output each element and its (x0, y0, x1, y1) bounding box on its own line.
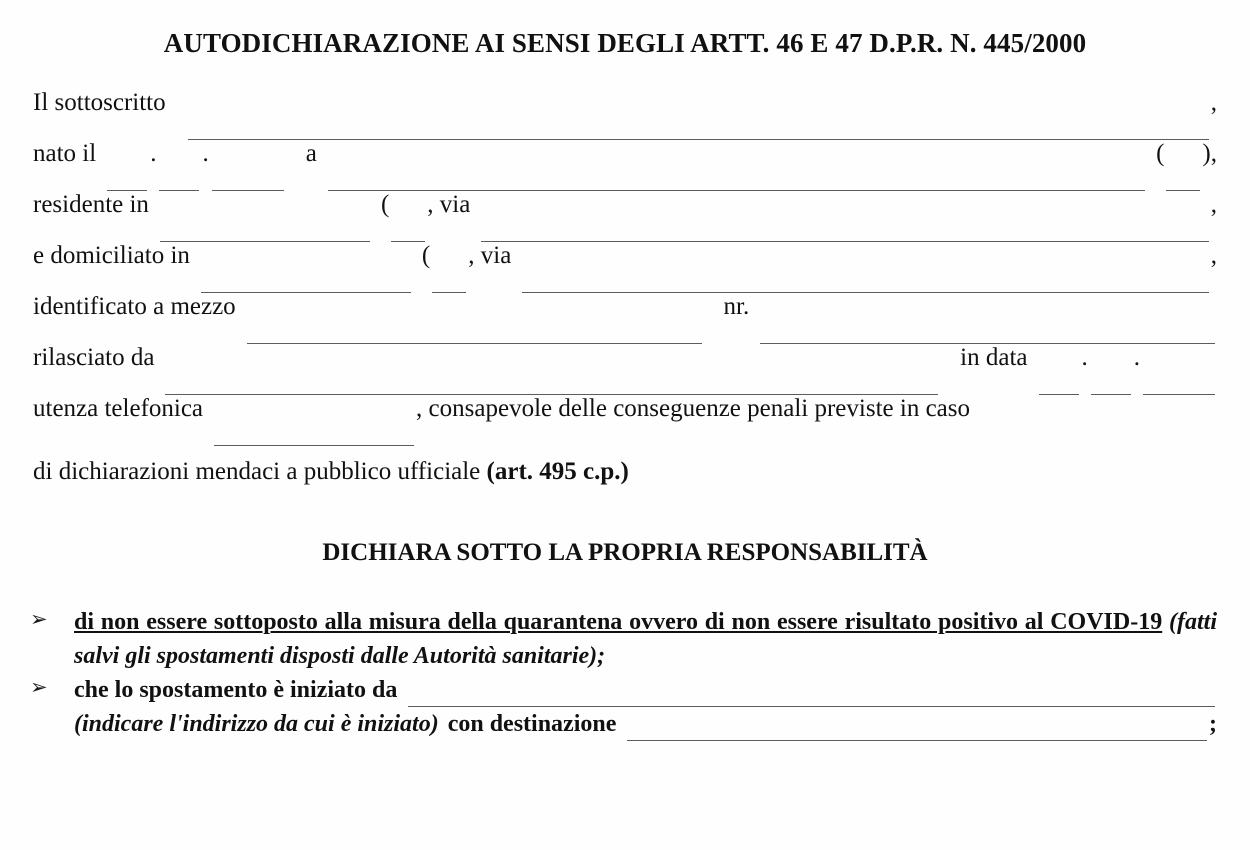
input-movement-destination[interactable] (627, 715, 1207, 741)
input-issue-month[interactable] (1091, 368, 1131, 395)
declaration-list (0, 605, 1250, 741)
punctuation-comma: , (1210, 191, 1217, 218)
field-row-telefono (33, 395, 1217, 446)
paren-open: ( (1156, 140, 1165, 167)
input-domicile-city[interactable] (201, 266, 411, 293)
arrow-bullet-icon: ➢ (30, 607, 48, 631)
input-birth-month[interactable] (159, 164, 199, 191)
punctuation-comma: , (1210, 242, 1217, 269)
field-row-domiciliato (33, 242, 1217, 293)
label-residente-in: residente in (33, 191, 149, 218)
date-separator-2: . (1133, 344, 1140, 371)
field-row-identificato (33, 293, 1217, 344)
movement-destination-row (74, 707, 1217, 741)
label-identificato-a-mezzo: identificato a mezzo (33, 293, 236, 320)
input-issue-day[interactable] (1039, 368, 1079, 395)
label-nr: nr. (723, 293, 750, 320)
input-phone-number[interactable] (214, 419, 414, 446)
label-domiciliato-in: e domiciliato in (33, 242, 190, 269)
page-title: AUTODICHIARAZIONE AI SENSI DEGLI ARTT. 46 E 47 D.P.R. N. 445/2000 (163, 28, 1087, 58)
input-issue-year[interactable] (1143, 368, 1215, 395)
field-row-sottoscritto (33, 89, 1217, 140)
section-heading-dichiara: DICHIARA SOTTO LA PROPRIA RESPONSABILITÀ (322, 539, 928, 566)
movement-origin-row (74, 673, 1217, 707)
date-separator-1: . (150, 140, 157, 167)
label-a: a (305, 140, 317, 167)
input-id-document-type[interactable] (247, 317, 702, 344)
input-birth-province[interactable] (1166, 164, 1200, 191)
punctuation-semicolon: ; (1209, 711, 1217, 738)
paren-open: ( (380, 191, 390, 218)
label-nato-il: nato il (33, 140, 97, 167)
input-birth-year[interactable] (212, 164, 284, 191)
arrow-bullet-icon: ➢ (30, 675, 48, 700)
label-rilasciato-da: rilasciato da (33, 344, 155, 371)
input-id-document-number[interactable] (760, 317, 1215, 344)
input-residence-province[interactable] (391, 215, 425, 242)
declarant-details-form (0, 89, 1250, 446)
field-row-nato (33, 140, 1217, 191)
penalty-notice-line (0, 446, 1250, 497)
paren-open: ( (421, 242, 431, 269)
input-issued-by[interactable] (165, 368, 938, 395)
punctuation-comma: , (1210, 140, 1217, 167)
input-residence-street[interactable] (481, 215, 1208, 242)
label-spostamento-iniziato-da: che lo spostamento è iniziato da (74, 677, 398, 704)
penalty-article-reference: (art. 495 c.p.) (486, 458, 629, 485)
input-birth-place[interactable] (328, 164, 1145, 191)
text-consapevole: , consapevole delle conseguenze penali previste in caso (416, 395, 970, 422)
input-domicile-province[interactable] (432, 266, 466, 293)
declaration-item-quarantine (30, 605, 1217, 673)
declaration-underlined-text: di non essere sottoposto alla misura della quarantena ovvero di non essere risultato positivo al COVID-19 (74, 609, 1163, 635)
declaration-text-quarantine (74, 605, 1217, 673)
paren-close-via: , via (468, 242, 512, 269)
declaration-item-body (74, 605, 1217, 673)
declaration-item-body (74, 673, 1217, 741)
field-row-residente (33, 191, 1217, 242)
input-birth-day[interactable] (107, 164, 147, 191)
input-residence-city[interactable] (160, 215, 370, 242)
label-utenza-telefonica: utenza telefonica (33, 395, 204, 422)
input-movement-origin[interactable] (408, 681, 1215, 707)
label-con-destinazione: con destinazione (447, 711, 617, 738)
declaration-item-movement (30, 673, 1217, 741)
penalty-notice-text: di dichiarazioni mendaci a pubblico ufficiale (33, 458, 487, 485)
input-domicile-street[interactable] (522, 266, 1208, 293)
punctuation-comma: , (1210, 89, 1217, 116)
paren-close: ) (1202, 140, 1211, 167)
paren-close-via: , via (427, 191, 471, 218)
input-sottoscritto[interactable] (188, 113, 1209, 140)
declaration-italic-note: (fatti salvi gli spostamenti disposti dalle Autorità sanitarie); (74, 609, 1217, 670)
label-sottoscritto: Il sottoscritto (33, 89, 166, 116)
label-in-data: in data (960, 344, 1028, 371)
date-separator-1: . (1081, 344, 1088, 371)
field-row-rilasciato (33, 344, 1217, 395)
hint-indicare-indirizzo: (indicare l'indirizzo da cui è iniziato) (74, 711, 439, 738)
date-separator-2: . (202, 140, 209, 167)
